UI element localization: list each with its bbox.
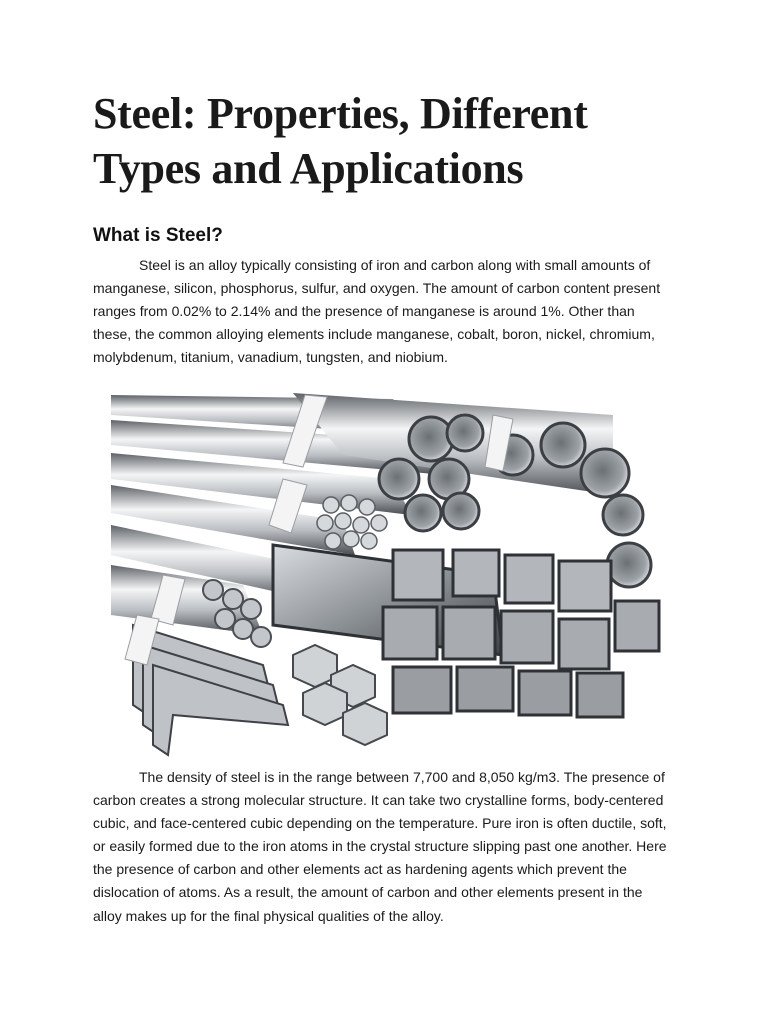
density-paragraph: The density of steel is in the range between 7,700 and 8,050 kg/m3. The presence of carbon creates a strong molecular structure. It can take two crystalline forms, body-centered cubic, and face-centered cubic depending on the temperature. Pure iron is often ductile, soft, or easily formed due to the iron atoms in the crystal structure slipping past one another. Here the presence of carbon and other elements act as hardening agents which prevent the dislocation of atoms. As a result, the amount of carbon and other elements present in the alloy makes up for the final physical qualities of the alloy. (93, 769, 667, 924)
steel-products-illustration (93, 375, 675, 759)
title-line-1: Steel: Properties, Different (93, 89, 588, 138)
title-line-2: Types and Applications (93, 144, 524, 193)
intro-paragraph: Steel is an alloy typically consisting of iron and carbon along with small amounts of manganese, silicon, phosphorus, sulfur, and oxygen. The amount of carbon content present ranges from 0.02% to 2.14% and the presence of manganese is around 1%. Other than these, the common alloying elements include manganese, cobalt, boron, nickel, chromium, molybdenum, titanium, vanadium, tungsten, and niobium. (93, 257, 661, 366)
document-title (93, 86, 733, 196)
steel-products-image (93, 375, 675, 759)
section-heading: What is Steel? (93, 225, 223, 246)
